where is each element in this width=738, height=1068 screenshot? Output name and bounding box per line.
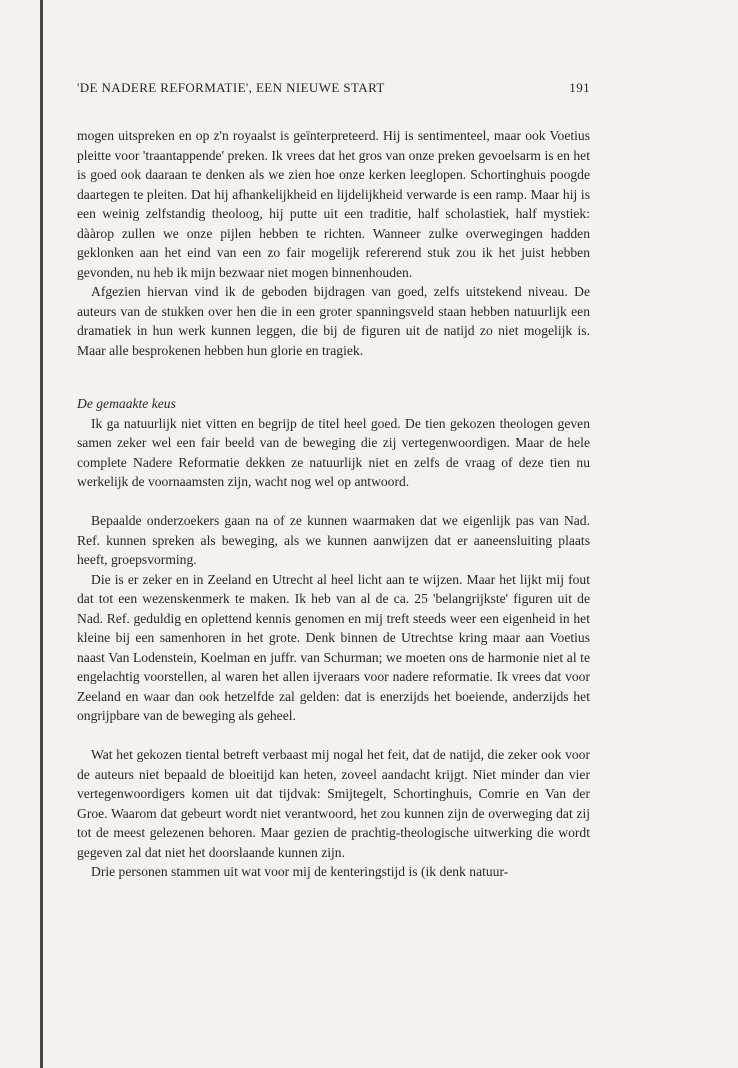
paragraph: Wat het gekozen tiental betreft verbaast mij nogal het feit, dat de natijd, die zeker ook voor de auteurs niet bepaald de bloeitijd kan heten, zoveel aandacht krijgt. Niet minder dan vier vertegenwoordigers komen uit dat tijdvak: Smijtegelt, Schortinghuis, Comrie en Van der Groe. Waarom dat gebeurt wordt niet verantwoord, het zou kunnen zijn de overweging dat zij tot de meest gelezenen behoren. Maar gezien de prachtig-theologische uitwerking die wordt gegeven zal dat niet het doorslaande kunnen zijn. — [77, 747, 590, 860]
paragraph: mogen uitspreken en op z'n royaalst is geïnterpreteerd. Hij is sentimenteel, maar ook Voetius pleitte voor 'traantappende' preken. Ik vrees dat het gros van onze preken gevoelsarm is en het is goed ook daaraan te denken als we zien hoe onze kerken leeglopen. Schortinghuis poogde daartegen te pleiten. Dat hij afhankelijkheid en lijdelijkheid verwarde is een ramp. Maar hij is een weinig zelfstandig theoloog, hij putte uit een traditie, half scholastiek, half mystiek: dààrop zullen we onze pijlen hebben te richten. Wanneer zulke overwegingen hadden geklonken aan het eind van een zo fair mogelijk refererend stuk zou ik het juist hebben gevonden, nu heb ik mijn bezwaar niet mogen binnenhouden. — [77, 128, 590, 280]
page-number: 191 — [569, 80, 590, 95]
document-page — [77, 80, 590, 882]
paragraph: Die is er zeker en in Zeeland en Utrecht al heel licht aan te wijzen. Maar het lijkt mij fout dat tot een wezenskenmerk te maken. Ik heb van al de ca. 25 'belangrijkste' figuren uit de Nad. Ref. geduldig en oplettend kennis genomen en mij treft steeds weer een eigenheid in het kleine bij een samenhoren in het grote. Denk binnen de Utrechtse kring maar aan Voetius naast Van Lodenstein, Koelman en juffr. van Schurman; we moeten ons de harmonie niet al te engelachtig voorstellen, al waren het allen ijveraars voor nadere reformatie. Ik vrees dat voor Zeeland en waar dan ook hetzelfde zal gelden: dat is enerzijds het boeiende, anderzijds het ongrijpbare van de beweging als geheel. — [77, 571, 590, 723]
body-text — [77, 126, 590, 882]
paragraph: Ik ga natuurlijk niet vitten en begrijp de titel heel goed. De tien gekozen theologen geven samen zeker wel een fair beeld van de beweging die zij vertegenwoordigen. Maar de hele complete Nadere Reformatie dekken ze natuurlijk niet en zelfs de vraag of deze tien nu werkelijk de voornaamsten zijn, wacht nog wel op antwoord. — [77, 415, 590, 489]
running-title: 'DE NADERE REFORMATIE', EEN NIEUWE START — [77, 80, 385, 95]
running-header — [77, 80, 590, 100]
paragraph: Drie personen stammen uit wat voor mij de kenteringstijd is (ik denk natuur- — [91, 864, 509, 879]
section-heading: De gemaakte keus — [77, 396, 176, 411]
page-gutter-edge — [40, 0, 43, 1068]
paragraph: Afgezien hiervan vind ik de geboden bijdragen van goed, zelfs uitstekend niveau. De auteurs van de stukken over hen die in een groter spanningsveld staan hebben natuurlijk een dramatiek in hun werk kunnen leggen, die bij de figuren uit de natijd zo niet mogelijk is. Maar alle besprokenen hebben hun glorie en tragiek. — [77, 284, 590, 358]
paragraph: Bepaalde onderzoekers gaan na of ze kunnen waarmaken dat we eigenlijk pas van Nad. Ref. kunnen spreken als beweging, als we kunnen aanwijzen dat er aaneensluiting plaats heeft, groepsvorming. — [77, 513, 590, 567]
